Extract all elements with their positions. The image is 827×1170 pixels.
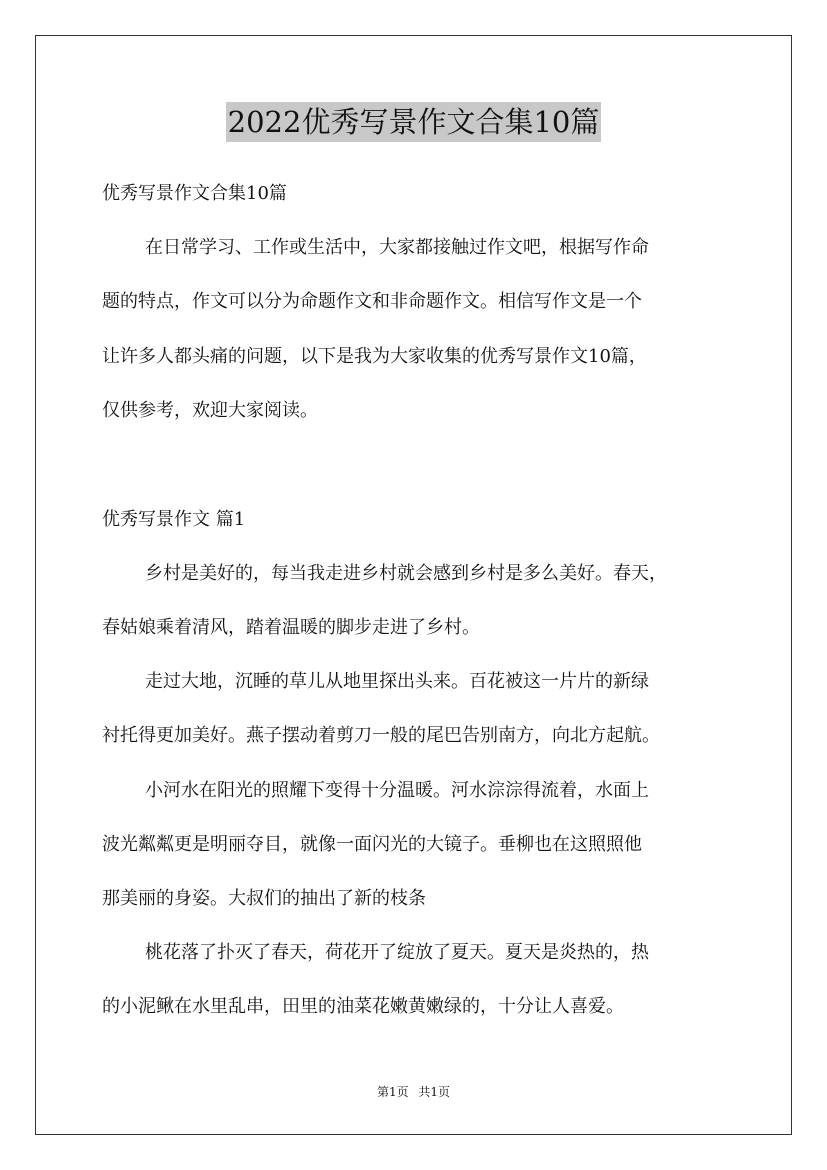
paragraph-line: 春姑娘乘着清风，踏着温暖的脚步走进了乡村。 [102,617,480,638]
paragraph-line: 衬托得更加美好。燕子摆动着剪刀一般的尾巴告别南方，向北方起航。 [102,725,660,746]
paragraph-line: 波光粼粼更是明丽夺目，就像一面闪光的大镜子。垂柳也在这照照他 [102,834,642,855]
section-heading: 优秀写景作文 篇1 [102,509,246,530]
page-number: 第1页 [376,1085,409,1099]
paragraph-line: 走过大地，沉睡的草儿从地里探出头来。百花被这一片片的新绿 [145,671,649,692]
paragraph-line: 那美丽的身姿。大叔们的抽出了新的枝条 [102,888,426,909]
paragraph-line: 的小泥鳅在水里乱串，田里的油菜花嫩黄嫩绿的，十分让人喜爱。 [102,996,624,1017]
page-total: 共1页 [418,1085,451,1099]
paragraph-line: 乡村是美好的，每当我走进乡村就会感到乡村是多么美好。春天， [145,563,667,584]
subtitle: 优秀写景作文合集10篇 [102,183,287,204]
intro-line: 题的特点，作文可以分为命题作文和非命题作文。相信写作文是一个 [102,291,642,312]
page-footer [0,1084,827,1100]
intro-line: 仅供参考，欢迎大家阅读。 [102,400,318,421]
paragraph-line: 小河水在阳光的照耀下变得十分温暖。河水淙淙得流着，水面上 [145,780,649,801]
document-title: 2022优秀写景作文合集10篇 [226,102,602,142]
intro-line: 让许多人都头痛的问题，以下是我为大家收集的优秀写景作文10篇， [102,346,647,367]
intro-line: 在日常学习、工作或生活中，大家都接触过作文吧，根据写作命 [145,237,649,258]
paragraph-line: 桃花落了扑灭了春天，荷花开了绽放了夏天。夏天是炎热的，热 [145,942,649,963]
